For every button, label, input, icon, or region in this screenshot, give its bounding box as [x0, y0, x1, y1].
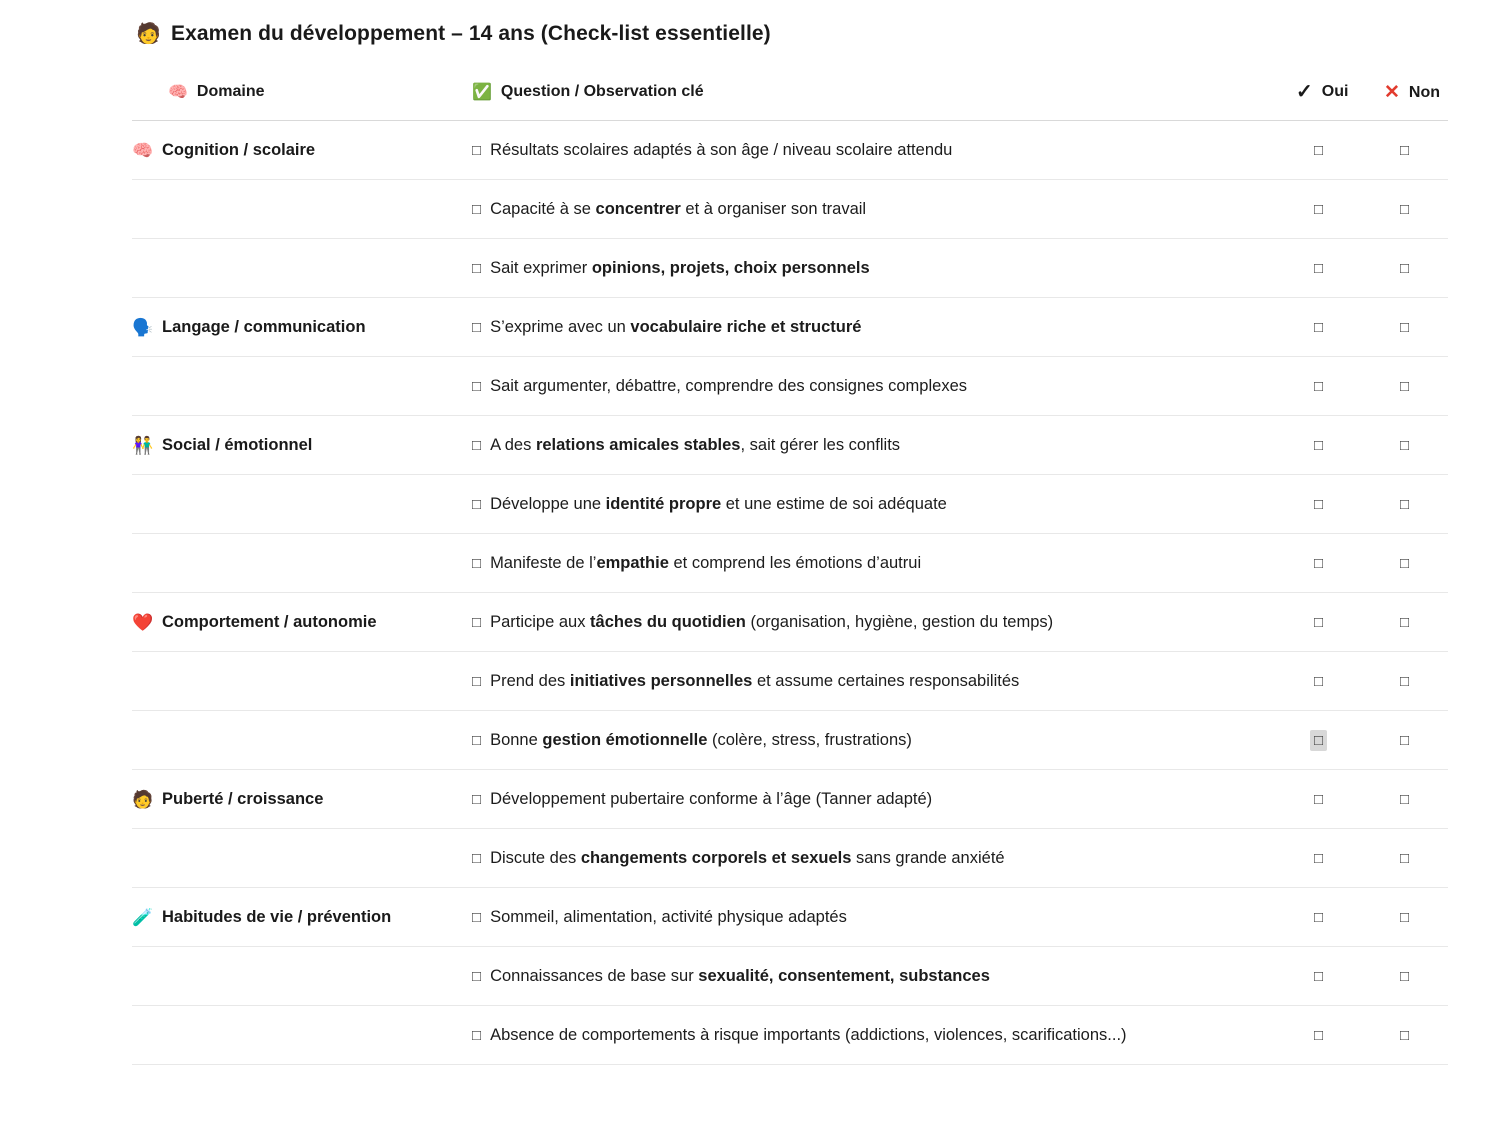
yes-checkbox[interactable]: [1292, 298, 1378, 357]
column-header-no-label: Non: [1408, 83, 1441, 101]
domain-label: Cognition / scolaire: [162, 141, 316, 160]
question-checkbox-icon[interactable]: □: [472, 142, 482, 160]
table-row: [132, 888, 1448, 947]
yes-checkbox[interactable]: [1292, 416, 1378, 475]
no-checkbox-box[interactable]: □: [1400, 201, 1410, 218]
yes-checkbox[interactable]: [1292, 711, 1378, 770]
yes-checkbox-box[interactable]: □: [1314, 1027, 1324, 1044]
yes-checkbox[interactable]: [1292, 239, 1378, 298]
domain-icon: 🧪: [132, 908, 154, 927]
table-row: [132, 180, 1448, 239]
yes-checkbox-box[interactable]: □: [1314, 260, 1324, 277]
question-checkbox-icon[interactable]: □: [472, 378, 482, 396]
domain-icon: 🗣️: [132, 318, 154, 337]
domain-icon: 👫: [132, 436, 154, 455]
domain-cell: [132, 416, 462, 475]
check-mark-button-icon: ✅: [472, 84, 492, 101]
question-text: Discute des changements corporels et sexuels sans grande anxiété: [490, 849, 1005, 868]
yes-checkbox-box[interactable]: □: [1314, 319, 1324, 336]
table-row: [132, 357, 1448, 416]
no-checkbox-box[interactable]: □: [1400, 909, 1410, 926]
no-checkbox[interactable]: [1378, 770, 1448, 829]
yes-checkbox-box[interactable]: □: [1314, 673, 1324, 690]
question-text: A des relations amicales stables, sait gérer les conflits: [490, 436, 901, 455]
question-cell: [462, 711, 1292, 770]
table-row: [132, 947, 1448, 1006]
question-checkbox-icon[interactable]: □: [472, 909, 482, 927]
yes-checkbox[interactable]: [1292, 770, 1378, 829]
table-row: [132, 652, 1448, 711]
yes-checkbox[interactable]: [1292, 357, 1378, 416]
yes-checkbox-box[interactable]: □: [1314, 968, 1324, 985]
yes-checkbox-box[interactable]: □: [1314, 614, 1324, 631]
no-checkbox-box[interactable]: □: [1400, 850, 1410, 867]
brain-icon: 🧠: [168, 84, 188, 101]
domain-icon: 🧑: [132, 790, 154, 809]
question-cell: [462, 416, 1292, 475]
yes-checkbox[interactable]: [1292, 829, 1378, 888]
column-header-domain: [132, 82, 462, 121]
column-header-yes: [1292, 82, 1378, 121]
yes-checkbox-box[interactable]: □: [1314, 142, 1324, 159]
yes-checkbox-box[interactable]: □: [1314, 496, 1324, 513]
question-text: Capacité à se concentrer et à organiser son travail: [490, 200, 867, 219]
yes-checkbox[interactable]: [1292, 593, 1378, 652]
question-checkbox-icon[interactable]: □: [472, 437, 482, 455]
question-cell: [462, 947, 1292, 1006]
question-text: Développe une identité propre et une estime de soi adéquate: [490, 495, 947, 514]
domain-label: Puberté / croissance: [162, 790, 324, 809]
question-cell: [462, 357, 1292, 416]
domain-cell: [132, 829, 462, 888]
domain-label: Langage / communication: [162, 318, 366, 337]
no-checkbox[interactable]: [1378, 711, 1448, 770]
question-cell: [462, 475, 1292, 534]
yes-checkbox-box[interactable]: □: [1314, 791, 1324, 808]
no-checkbox[interactable]: [1378, 121, 1448, 180]
yes-checkbox-box[interactable]: □: [1314, 437, 1324, 454]
column-header-question: [462, 82, 1292, 121]
table-row: [132, 534, 1448, 593]
question-cell: [462, 180, 1292, 239]
no-checkbox-box[interactable]: □: [1400, 732, 1410, 749]
yes-checkbox[interactable]: [1292, 534, 1378, 593]
question-text: S’exprime avec un vocabulaire riche et structuré: [490, 318, 862, 337]
cross-mark-icon: ✕: [1384, 82, 1400, 103]
domain-label: Habitudes de vie / prévention: [162, 908, 392, 927]
no-checkbox[interactable]: [1378, 1006, 1448, 1065]
question-checkbox-icon[interactable]: □: [472, 260, 482, 278]
no-checkbox-box[interactable]: □: [1400, 496, 1410, 513]
question-text: Participe aux tâches du quotidien (organisation, hygiène, gestion du temps): [490, 613, 1054, 632]
domain-label: Social / émotionnel: [162, 436, 313, 455]
no-checkbox[interactable]: [1378, 298, 1448, 357]
checkmark-icon: ✓: [1296, 81, 1313, 103]
question-cell: [462, 888, 1292, 947]
no-checkbox[interactable]: [1378, 593, 1448, 652]
domain-cell: [132, 888, 462, 947]
question-text: Connaissances de base sur sexualité, consentement, substances: [490, 967, 990, 986]
question-cell: [462, 652, 1292, 711]
yes-checkbox[interactable]: [1292, 652, 1378, 711]
question-cell: [462, 593, 1292, 652]
question-cell: [462, 1006, 1292, 1065]
question-checkbox-icon[interactable]: □: [472, 791, 482, 809]
question-text: Résultats scolaires adaptés à son âge / niveau scolaire attendu: [490, 141, 953, 160]
page-title-text: Examen du développement – 14 ans (Check-list essentielle): [171, 22, 771, 45]
question-text: Prend des initiatives personnelles et assume certaines responsabilités: [490, 672, 1020, 691]
yes-checkbox[interactable]: [1292, 1006, 1378, 1065]
table-body: [132, 121, 1448, 1065]
table-row: [132, 121, 1448, 180]
no-checkbox[interactable]: [1378, 475, 1448, 534]
page-title: [136, 22, 1448, 46]
column-header-domain-label: Domaine: [196, 83, 265, 100]
no-checkbox-box[interactable]: □: [1400, 555, 1410, 572]
domain-cell: [132, 1006, 462, 1065]
question-text: Absence de comportements à risque importants (addictions, violences, scarifications...): [490, 1026, 1127, 1045]
question-text: Bonne gestion émotionnelle (colère, stress, frustrations): [490, 731, 912, 750]
table-row: [132, 829, 1448, 888]
yes-checkbox-box[interactable]: □: [1314, 909, 1324, 926]
no-checkbox-box[interactable]: □: [1400, 437, 1410, 454]
question-cell: [462, 534, 1292, 593]
table-row: [132, 475, 1448, 534]
no-checkbox-box[interactable]: □: [1400, 319, 1410, 336]
no-checkbox-box[interactable]: □: [1400, 673, 1410, 690]
no-checkbox[interactable]: [1378, 829, 1448, 888]
no-checkbox[interactable]: [1378, 534, 1448, 593]
yes-checkbox[interactable]: [1292, 888, 1378, 947]
column-header-yes-label: Oui: [1321, 83, 1349, 100]
question-cell: [462, 239, 1292, 298]
no-checkbox-box[interactable]: □: [1400, 614, 1410, 631]
no-checkbox[interactable]: [1378, 180, 1448, 239]
question-cell: [462, 121, 1292, 180]
no-checkbox-box[interactable]: □: [1400, 968, 1410, 985]
question-text: Sommeil, alimentation, activité physique adaptés: [490, 908, 847, 927]
question-checkbox-icon[interactable]: □: [472, 319, 482, 337]
question-checkbox-icon[interactable]: □: [472, 614, 482, 632]
column-header-no: [1378, 82, 1448, 121]
no-checkbox[interactable]: [1378, 357, 1448, 416]
domain-cell: [132, 239, 462, 298]
question-checkbox-icon[interactable]: □: [472, 850, 482, 868]
no-checkbox[interactable]: [1378, 888, 1448, 947]
yes-checkbox[interactable]: [1292, 475, 1378, 534]
yes-checkbox[interactable]: [1292, 947, 1378, 1006]
question-checkbox-icon[interactable]: □: [472, 732, 482, 750]
domain-cell: [132, 180, 462, 239]
yes-checkbox-box[interactable]: □: [1314, 201, 1324, 218]
no-checkbox-box[interactable]: □: [1400, 1027, 1410, 1044]
domain-icon: 🧠: [132, 141, 154, 160]
yes-checkbox[interactable]: [1292, 180, 1378, 239]
question-text: Sait argumenter, débattre, comprendre des consignes complexes: [490, 377, 967, 396]
domain-cell: [132, 121, 462, 180]
yes-checkbox-box[interactable]: □: [1310, 730, 1327, 751]
table-row: [132, 298, 1448, 357]
no-checkbox-box[interactable]: □: [1400, 260, 1410, 277]
no-checkbox-box[interactable]: □: [1400, 142, 1410, 159]
table-row: [132, 711, 1448, 770]
domain-cell: [132, 357, 462, 416]
question-checkbox-icon[interactable]: □: [472, 1027, 482, 1045]
domain-cell: [132, 770, 462, 829]
no-checkbox-box[interactable]: □: [1400, 791, 1410, 808]
question-checkbox-icon[interactable]: □: [472, 968, 482, 986]
table-row: [132, 416, 1448, 475]
domain-cell: [132, 652, 462, 711]
no-checkbox[interactable]: [1378, 239, 1448, 298]
domain-label: Comportement / autonomie: [162, 613, 377, 632]
question-checkbox-icon[interactable]: □: [472, 496, 482, 514]
table-row: [132, 593, 1448, 652]
question-checkbox-icon[interactable]: □: [472, 201, 482, 219]
question-text: Développement pubertaire conforme à l’âge (Tanner adapté): [490, 790, 933, 809]
table-row: [132, 770, 1448, 829]
table-header: [132, 82, 1448, 121]
question-cell: [462, 770, 1292, 829]
domain-cell: [132, 475, 462, 534]
column-header-question-label: Question / Observation clé: [500, 83, 704, 100]
domain-cell: [132, 711, 462, 770]
yes-checkbox-box[interactable]: □: [1314, 850, 1324, 867]
yes-checkbox[interactable]: [1292, 121, 1378, 180]
question-cell: [462, 829, 1292, 888]
question-checkbox-icon[interactable]: □: [472, 673, 482, 691]
checklist-table: [132, 82, 1448, 1065]
domain-cell: [132, 593, 462, 652]
question-cell: [462, 298, 1292, 357]
no-checkbox[interactable]: [1378, 947, 1448, 1006]
domain-icon: ❤️: [132, 613, 154, 632]
domain-cell: [132, 298, 462, 357]
person-icon: 🧑: [136, 23, 162, 45]
yes-checkbox-box[interactable]: □: [1314, 378, 1324, 395]
no-checkbox-box[interactable]: □: [1400, 378, 1410, 395]
domain-cell: [132, 947, 462, 1006]
question-text: Manifeste de l’empathie et comprend les émotions d’autrui: [490, 554, 922, 573]
table-row: [132, 239, 1448, 298]
question-text: Sait exprimer opinions, projets, choix personnels: [490, 259, 870, 278]
domain-cell: [132, 534, 462, 593]
no-checkbox[interactable]: [1378, 416, 1448, 475]
yes-checkbox-box[interactable]: □: [1314, 555, 1324, 572]
table-row: [132, 1006, 1448, 1065]
no-checkbox[interactable]: [1378, 652, 1448, 711]
question-checkbox-icon[interactable]: □: [472, 555, 482, 573]
